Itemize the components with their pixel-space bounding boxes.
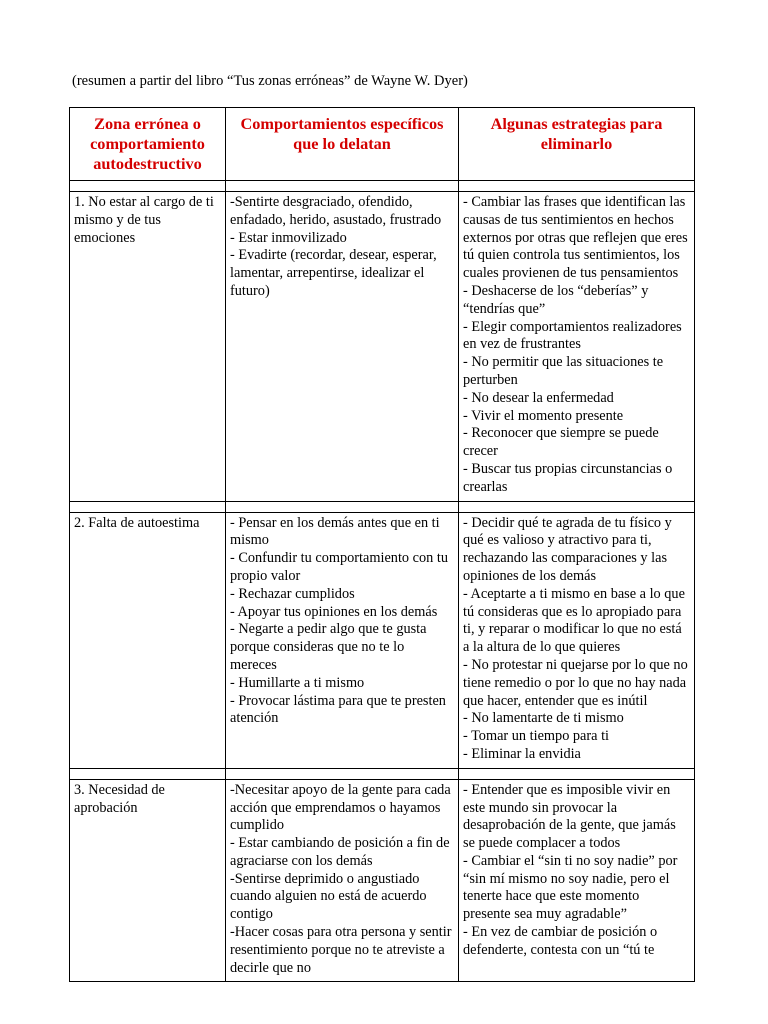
strategy-line: - Cambiar las frases que identifican las causas de tus sentimientos en hechos externos por otras que reflejen que eres tú quien controla tus sentimientos, los cuales provienen de tus pensamientos — [463, 194, 688, 282]
behavior-line: - Rechazar cumplidos — [230, 585, 355, 602]
behavior-line: -Necesitar apoyo de la gente para cada acción que emprendamos o hayamos cumplido — [230, 781, 451, 834]
table-header-row — [70, 108, 695, 181]
behavior-line: - Pensar en los demás antes que en ti mismo — [230, 514, 440, 549]
behavior-line: -Sentirte desgraciado, ofendido, enfadado, herido, asustado, frustrado — [230, 194, 442, 228]
behaviors-cell — [226, 512, 459, 768]
strategy-line: - Vivir el momento presente — [463, 407, 624, 424]
behavior-line: - Confundir tu comportamiento con tu propio valor — [230, 550, 448, 584]
behavior-line: - Humillarte a ti mismo — [230, 674, 365, 691]
document-subtitle: (resumen a partir del libro “Tus zonas erróneas” de Wayne W. Dyer) — [72, 73, 468, 89]
strategy-line: - No protestar ni quejarse por lo que no tiene remedio o por lo que no hay nada que hacer, entender que es inútil — [463, 656, 688, 709]
behavior-line: - Apoyar tus opiniones en los demás — [230, 603, 438, 620]
strategy-line: - Eliminar la envidia — [463, 745, 581, 762]
strategy-line: - No desear la enfermedad — [463, 389, 614, 406]
strategy-line: - No permitir que las situaciones te perturben — [463, 354, 664, 388]
zone-cell: 3. Necesidad de aprobación — [70, 779, 226, 982]
behavior-line: -Sentirse deprimido o angustiado cuando alguien no está de acuerdo contigo — [230, 870, 427, 923]
zone-cell: 1. No estar al cargo de ti mismo y de tus emociones — [70, 192, 226, 502]
strategy-line: - Entender que es imposible vivir en este mundo sin provocar la desaprobación de la gente, que jamás se puede complacer a todos — [463, 781, 676, 852]
strategy-line: - Elegir comportamientos realizadores en vez de frustrantes — [463, 318, 682, 353]
strategy-line: - Aceptarte a ti mismo en base a lo que tú consideras que es lo apropiado para ti, y reparar o modificar lo que no está a la altura de lo que quieres — [463, 585, 685, 656]
header-behaviors: Comportamientos específicos que lo delatan — [226, 108, 459, 181]
table-row — [70, 192, 695, 502]
behavior-line: - Evadirte (recordar, desear, esperar, lamentar, arrepentirse, idealizar el futuro) — [230, 247, 437, 299]
behavior-line: - Estar inmovilizado — [230, 229, 347, 246]
behavior-line: - Provocar lástima para que te presten atención — [230, 692, 446, 727]
behaviors-cell — [226, 779, 459, 982]
behaviors-cell — [226, 192, 459, 502]
behavior-line: - Negarte a pedir algo que te gusta porque consideras que no te lo mereces — [230, 621, 427, 673]
strategy-line: - No lamentarte de ti mismo — [463, 710, 624, 727]
zones-table — [69, 107, 695, 982]
strategy-line: - Cambiar el “sin ti no soy nadie” por “sin mí mismo no soy nadie, pero el tenerte hace que este momento presente sea muy agradable” — [463, 852, 678, 923]
strategies-cell — [459, 192, 695, 502]
strategy-line: - Reconocer que siempre se puede crecer — [463, 425, 659, 460]
strategy-line: - En vez de cambiar de posición o defenderte, contesta con un “tú te — [463, 924, 658, 958]
strategy-line: - Deshacerse de los “deberías” y “tendrías que” — [463, 282, 649, 317]
header-strategies: Algunas estrategias para eliminarlo — [459, 108, 695, 181]
behavior-line: - Estar cambiando de posición a fin de agraciarse con los demás — [230, 835, 450, 869]
behavior-line: -Hacer cosas para otra persona y sentir resentimiento porque no te atreviste a decirle que no — [230, 924, 452, 976]
strategy-line: - Decidir qué te agrada de tu físico y qué es valioso y atractivo para ti, rechazando las comparaciones y las opiniones de los demás — [463, 514, 672, 584]
strategies-cell — [459, 512, 695, 768]
strategy-line: - Buscar tus propias circunstancias o crearlas — [463, 460, 673, 495]
header-zone: Zona errónea o comportamiento autodestructivo — [70, 108, 226, 181]
strategies-cell — [459, 779, 695, 982]
zone-cell: 2. Falta de autoestima — [70, 512, 226, 768]
table-row — [70, 779, 695, 982]
strategy-line: - Tomar un tiempo para ti — [463, 728, 610, 745]
table-row — [70, 512, 695, 768]
